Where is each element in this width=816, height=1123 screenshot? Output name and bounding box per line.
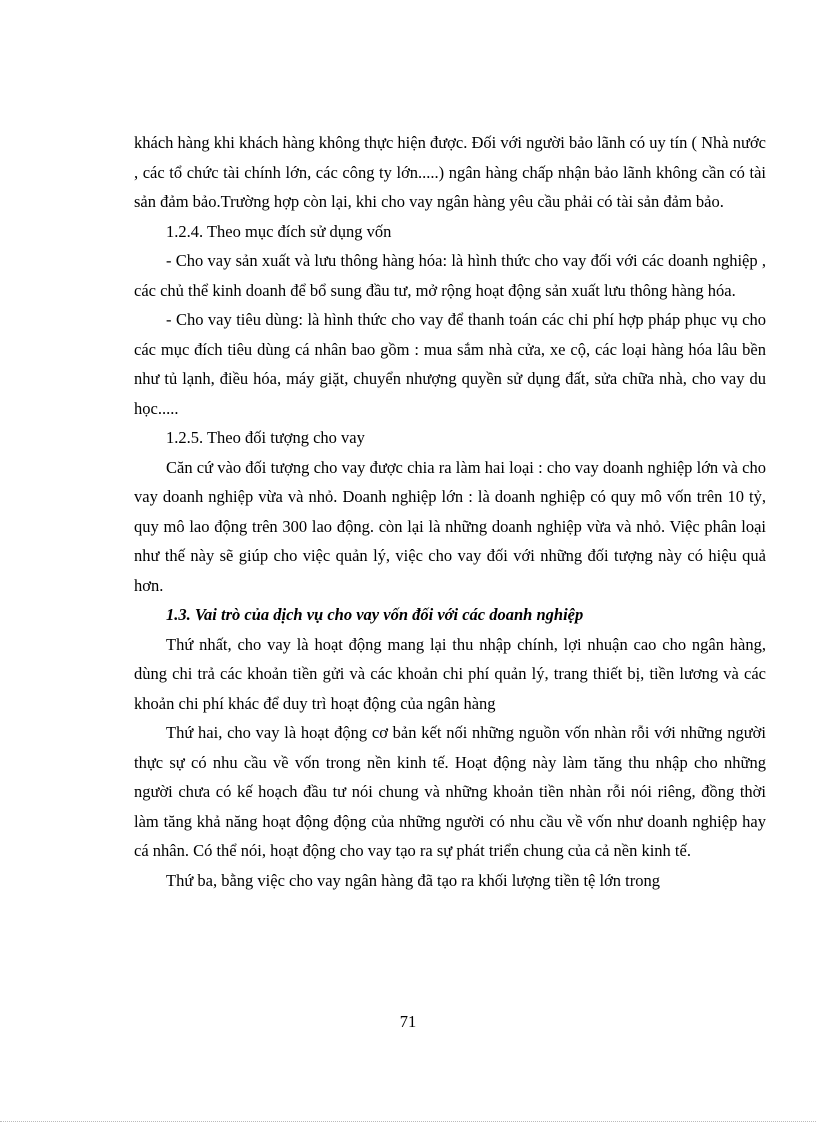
- paragraph-third-role: Thứ ba, bằng việc cho vay ngân hàng đã tạo ra khối lượng tiền tệ lớn trong: [166, 870, 660, 890]
- paragraph-loan-objects: Căn cứ vào đối tượng cho vay được chia ra làm hai loại : cho vay doanh nghiệp lớn và cho vay doanh nghiệp vừa và nhỏ. Doanh nghiệp lớn : là doanh nghiệp có quy mô vốn trên 10 tỷ, quy mô lao động trên 300 lao động. còn lại là những doanh nghiệp vừa và nhỏ. Việc phân loại như thế này sẽ giúp cho việc quản lý, việc cho vay đối với những đối tượng này có hiệu quả hơn.: [134, 457, 766, 595]
- paragraph-first-role: Thứ nhất, cho vay là hoạt động mang lại thu nhập chính, lợi nhuận cao cho ngân hàng, dùng chi trả các khoản tiền gửi và các khoản chi phí quản lý, trang thiết bị, tiền lương và các khoản chi phí khác để duy trì hoạt động của ngân hàng: [134, 634, 766, 713]
- paragraph-second-role: Thứ hai, cho vay là hoạt động cơ bản kết nối những nguồn vốn nhàn rỗi với những người thực sự có nhu cầu về vốn trong nền kinh tế. Hoạt động này làm tăng thu nhập cho những người chưa có kế hoạch đầu tư nói chung và những khoản tiền nhàn rỗi nói riêng, đồng thời làm tăng khả năng hoạt động động của những người có nhu cầu về vốn như doanh nghiệp hay cá nhân. Có thể nói, hoạt động cho vay tạo ra sự phát triển chung của cả nền kinh tế.: [134, 723, 766, 860]
- section-heading-1-2-5: 1.2.5. Theo đối tượng cho vay: [166, 428, 365, 447]
- page-bottom-divider: [0, 1121, 816, 1122]
- paragraph-production-loans: - Cho vay sản xuất và lưu thông hàng hóa: là hình thức cho vay đối với các doanh nghiệp , các chủ thể kinh doanh để bổ sung đầu tư, mở rộng hoạt động sản xuất lưu thông hàng hóa.: [134, 251, 766, 300]
- paragraph-continuation: khách hàng khi khách hàng không thực hiện được. Đối với người bảo lãnh có uy tín ( Nhà nước , các tổ chức tài chính lớn, các công ty lớn.....) ngân hàng chấp nhận bảo lãnh không cần có tài sản đảm bảo.Trường hợp còn lại, khi cho vay ngân hàng yêu cầu phải có tài sản đảm bảo.: [134, 133, 766, 211]
- page-number: 71: [399, 1012, 417, 1031]
- paragraph-consumer-loans: - Cho vay tiêu dùng: là hình thức cho vay để thanh toán các chi phí hợp pháp phục vụ cho các mục đích tiêu dùng cá nhân bao gồm : mua sắm nhà cửa, xe cộ, các loại hàng hóa lâu bền như tủ lạnh, điều hóa, máy giặt, chuyển nhượng quyền sử dụng đất, sửa chữa nhà, cho vay du học.....: [134, 310, 766, 418]
- body-text: [134, 128, 766, 895]
- section-heading-1-2-4: 1.2.4. Theo mục đích sử dụng vốn: [166, 221, 392, 241]
- section-heading-1-3: 1.3. Vai trò của dịch vụ cho vay vốn đối với các doanh nghiệp: [166, 605, 584, 624]
